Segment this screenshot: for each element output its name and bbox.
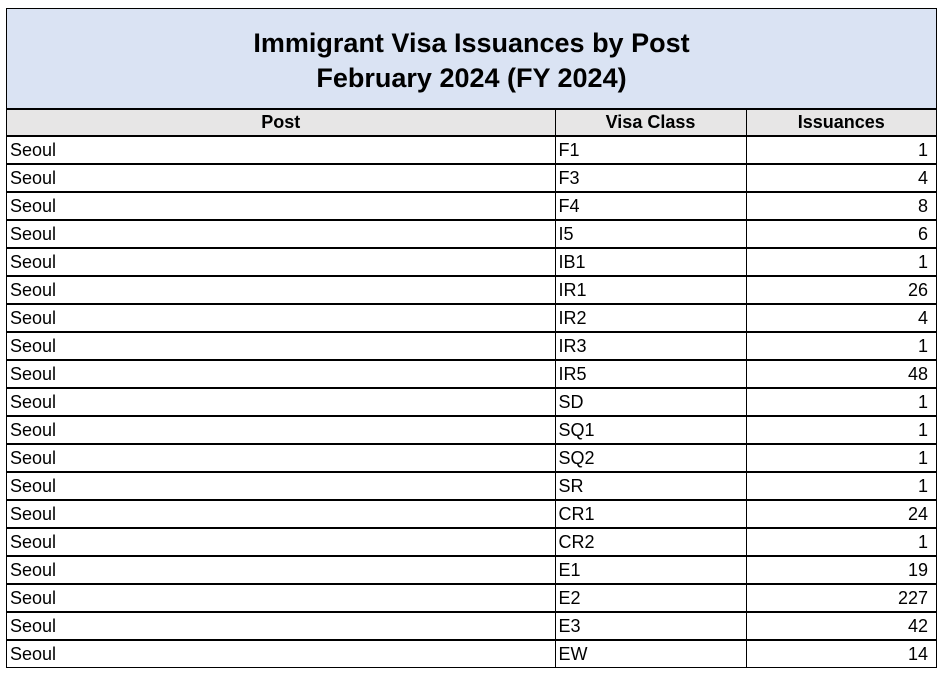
cell-issuances: 6 <box>746 220 936 248</box>
cell-post: Seoul <box>7 164 555 192</box>
cell-post: Seoul <box>7 220 555 248</box>
cell-visa-class: IR3 <box>555 332 746 360</box>
table-row <box>7 500 936 528</box>
data-table <box>7 110 936 667</box>
cell-post: Seoul <box>7 136 555 164</box>
cell-issuances: 24 <box>746 500 936 528</box>
title-line-1: Immigrant Visa Issuances by Post <box>253 27 690 58</box>
cell-visa-class: I5 <box>555 220 746 248</box>
cell-visa-class: F1 <box>555 136 746 164</box>
cell-visa-class: SQ2 <box>555 444 746 472</box>
cell-issuances: 1 <box>746 332 936 360</box>
visa-issuance-table <box>6 8 937 668</box>
cell-issuances: 4 <box>746 164 936 192</box>
cell-post: Seoul <box>7 332 555 360</box>
table-row <box>7 136 936 164</box>
table-row <box>7 388 936 416</box>
cell-post: Seoul <box>7 276 555 304</box>
column-header-post: Post <box>7 110 555 136</box>
cell-post: Seoul <box>7 500 555 528</box>
cell-visa-class: E2 <box>555 584 746 612</box>
table-row <box>7 640 936 667</box>
cell-issuances: 14 <box>907 644 928 664</box>
table-row <box>7 248 936 276</box>
table-row <box>7 276 936 304</box>
cell-issuances: 1 <box>746 248 936 276</box>
cell-post: Seoul <box>7 584 555 612</box>
table-row <box>7 220 936 248</box>
table-row <box>7 192 936 220</box>
cell-post: Seoul <box>7 388 555 416</box>
cell-visa-class: E1 <box>555 556 746 584</box>
table-body <box>7 136 936 667</box>
table-row <box>7 304 936 332</box>
table-row <box>7 360 936 388</box>
cell-post: Seoul <box>7 444 555 472</box>
cell-issuances: 1 <box>746 416 936 444</box>
column-header-issuances: Issuances <box>746 110 936 136</box>
table-row <box>7 472 936 500</box>
cell-visa-class: SD <box>555 388 746 416</box>
cell-issuances: 227 <box>746 584 936 612</box>
cell-issuances: 1 <box>746 528 936 556</box>
cell-visa-class: IB1 <box>555 248 746 276</box>
cell-post: Seoul <box>7 192 555 220</box>
cell-issuances: 42 <box>746 612 936 640</box>
cell-visa-class: SR <box>555 472 746 500</box>
header-row <box>7 110 936 136</box>
cell-post: Seoul <box>7 612 555 640</box>
cell-post: Seoul <box>7 556 555 584</box>
cell-visa-class: CR1 <box>555 500 746 528</box>
cell-issuances: 48 <box>746 360 936 388</box>
cell-visa-class: E3 <box>555 612 746 640</box>
cell-issuances: 1 <box>746 444 936 472</box>
cell-visa-class: IR5 <box>555 360 746 388</box>
cell-post: Seoul <box>7 416 555 444</box>
cell-issuances: 26 <box>746 276 936 304</box>
cell-post: Seoul <box>7 304 555 332</box>
cell-post: Seoul <box>7 640 555 667</box>
table-row <box>7 556 936 584</box>
cell-visa-class: EW <box>555 640 746 667</box>
cell-visa-class: IR2 <box>555 304 746 332</box>
title-line-2: February 2024 (FY 2024) <box>316 62 627 93</box>
table-row <box>7 584 936 612</box>
table-row <box>7 164 936 192</box>
cell-visa-class: SQ1 <box>555 416 746 444</box>
table-row <box>7 416 936 444</box>
cell-issuances: 1 <box>746 136 936 164</box>
cell-issuances: 8 <box>746 192 936 220</box>
cell-issuances: 1 <box>746 472 936 500</box>
cell-issuances: 19 <box>746 556 936 584</box>
cell-issuances: 4 <box>746 304 936 332</box>
cell-visa-class: F3 <box>555 164 746 192</box>
cell-post: Seoul <box>7 528 555 556</box>
column-header-visa-class: Visa Class <box>555 110 746 136</box>
table-title <box>7 9 936 110</box>
cell-visa-class: IR1 <box>555 276 746 304</box>
table-row <box>7 528 936 556</box>
table-row <box>7 612 936 640</box>
cell-post: Seoul <box>7 472 555 500</box>
cell-issuances: 1 <box>746 388 936 416</box>
cell-post: Seoul <box>7 248 555 276</box>
table-row <box>7 332 936 360</box>
cell-visa-class: F4 <box>555 192 746 220</box>
cell-post: Seoul <box>7 360 555 388</box>
cell-visa-class: CR2 <box>555 528 746 556</box>
table-row <box>7 444 936 472</box>
